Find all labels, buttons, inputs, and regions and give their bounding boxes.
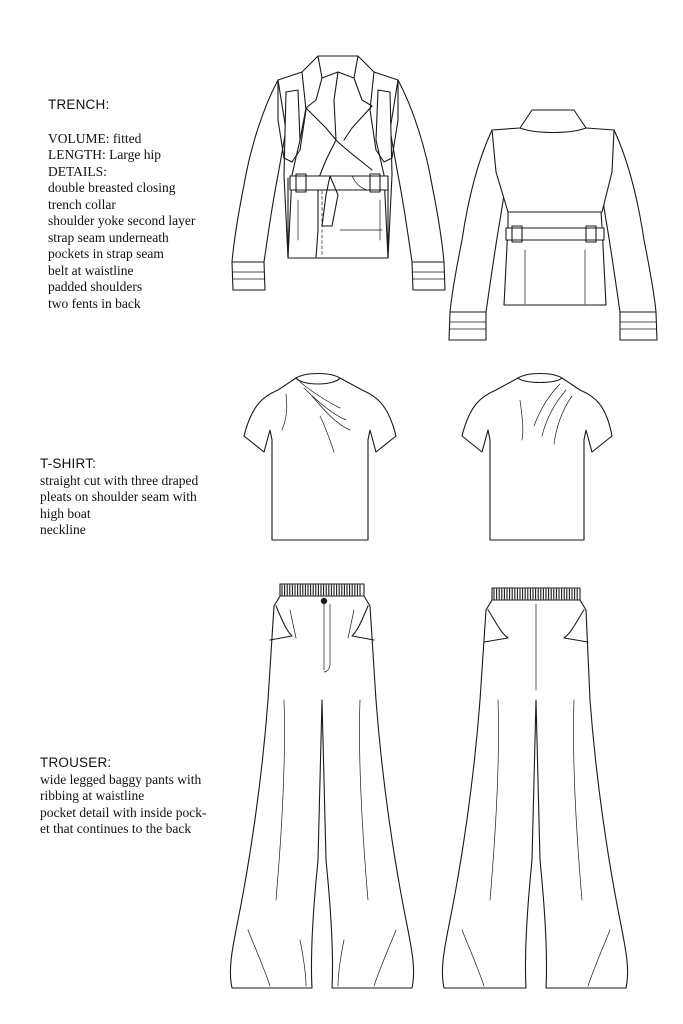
trench-line: LENGTH: Large hip [48,147,161,162]
trench-line: double breasted closing [48,180,176,195]
trench-line: two fents in back [48,295,141,311]
trench-front-drawing [232,56,445,290]
trench-heading: TRENCH: [48,97,110,112]
trouser-line: pocket detail with inside pock- [40,804,207,820]
tshirt-line: straight cut with three draped [40,472,199,488]
tshirt-line: pleats on shoulder seam with [40,489,197,504]
trench-line: strap seam underneath [48,229,169,245]
tshirt-back-drawing [462,374,612,541]
trench-line: belt at waistline [48,262,134,278]
trench-line: trench collar [48,196,116,212]
tshirt-heading: T-SHIRT: [40,456,97,471]
tshirt-front-drawing [244,374,396,541]
trench-line: DETAILS: [48,163,107,179]
trench-line: padded shoulders [48,279,143,294]
tshirt-line: neckline [40,522,86,537]
trouser-line: ribbing at waistline [40,788,145,803]
trouser-front-drawing [230,584,413,988]
trench-back-drawing [449,110,657,340]
trench-line: pockets in strap seam [48,246,164,261]
tshirt-line: high boat [40,505,91,521]
trouser-line: wide legged baggy pants with [40,771,202,787]
trouser-heading: TROUSER: [40,755,112,770]
trench-line: shoulder yoke second layer [48,213,196,228]
trouser-line: et that continues to the back [40,821,192,836]
trouser-back-drawing [442,588,627,988]
trench-line: VOLUME: fitted [48,130,142,146]
